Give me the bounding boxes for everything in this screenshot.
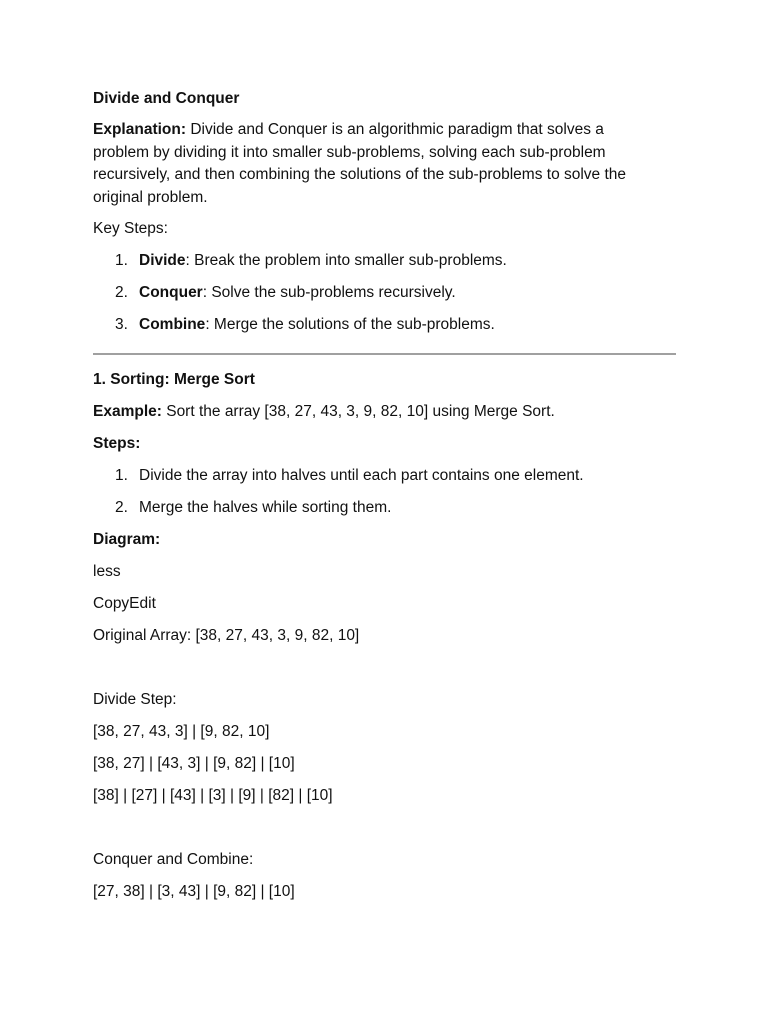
example-text: Sort the array [38, 27, 43, 3, 9, 82, 10] using Merge Sort. bbox=[161, 403, 555, 420]
code-language-label: less bbox=[93, 563, 121, 580]
divide-line: [38, 27, 43, 3] | [9, 82, 10] bbox=[93, 723, 270, 740]
explanation-text: Divide and Conquer is an algorithmic paradigm that solves a bbox=[186, 121, 604, 138]
step-text: : Break the problem into smaller sub-problems. bbox=[185, 252, 507, 269]
conquer-combine-label: Conquer and Combine: bbox=[93, 851, 254, 868]
diagram-label: Diagram: bbox=[93, 531, 161, 548]
list-number: 1. bbox=[115, 467, 128, 484]
list-item bbox=[93, 282, 676, 304]
explanation-line: problem by dividing it into smaller sub-problems, solving each sub-problem bbox=[93, 143, 606, 161]
step-text: : Merge the solutions of the sub-problems. bbox=[205, 316, 495, 333]
divide-line: [38, 27] | [43, 3] | [9, 82] | [10] bbox=[93, 755, 295, 772]
list-item bbox=[93, 465, 676, 487]
explanation-line: recursively, and then combining the solutions of the sub-problems to solve the bbox=[93, 166, 627, 183]
explanation-label: Explanation: bbox=[93, 121, 187, 138]
step-text: Divide the array into halves until each part contains one element. bbox=[139, 467, 584, 484]
step-term: Combine bbox=[139, 316, 206, 333]
step-term: Divide bbox=[139, 252, 186, 269]
horizontal-divider bbox=[93, 353, 676, 355]
list-number: 1. bbox=[115, 252, 128, 269]
document-page bbox=[93, 88, 676, 913]
list-number: 2. bbox=[115, 499, 128, 516]
step-text: : Solve the sub-problems recursively. bbox=[202, 284, 456, 301]
explanation-line bbox=[93, 119, 676, 142]
key-steps-list bbox=[93, 250, 676, 336]
example-label: Example: bbox=[93, 403, 162, 420]
step-term: Conquer bbox=[139, 284, 203, 301]
blank-line bbox=[93, 817, 676, 849]
original-array-line: Original Array: [38, 27, 43, 3, 9, 82, 10] bbox=[93, 627, 360, 644]
copy-edit-label: CopyEdit bbox=[93, 595, 156, 612]
list-number: 2. bbox=[115, 284, 128, 301]
divide-line: [38] | [27] | [43] | [3] | [9] | [82] | [10] bbox=[93, 787, 333, 804]
section-heading: 1. Sorting: Merge Sort bbox=[93, 371, 255, 388]
document-title: Divide and Conquer bbox=[93, 90, 240, 107]
explanation-paragraph bbox=[93, 119, 676, 209]
conquer-line: [27, 38] | [3, 43] | [9, 82] | [10] bbox=[93, 883, 295, 900]
blank-line bbox=[93, 657, 676, 689]
list-item bbox=[93, 250, 676, 272]
explanation-line: original problem. bbox=[93, 188, 208, 206]
divide-step-label: Divide Step: bbox=[93, 691, 177, 708]
merge-steps-list bbox=[93, 465, 676, 519]
key-steps-label: Key Steps: bbox=[93, 220, 168, 237]
step-text: Merge the halves while sorting them. bbox=[139, 499, 392, 516]
list-item bbox=[93, 314, 676, 336]
example-line bbox=[93, 401, 676, 423]
list-number: 3. bbox=[115, 316, 128, 333]
list-item bbox=[93, 497, 676, 519]
steps-label: Steps: bbox=[93, 435, 141, 452]
